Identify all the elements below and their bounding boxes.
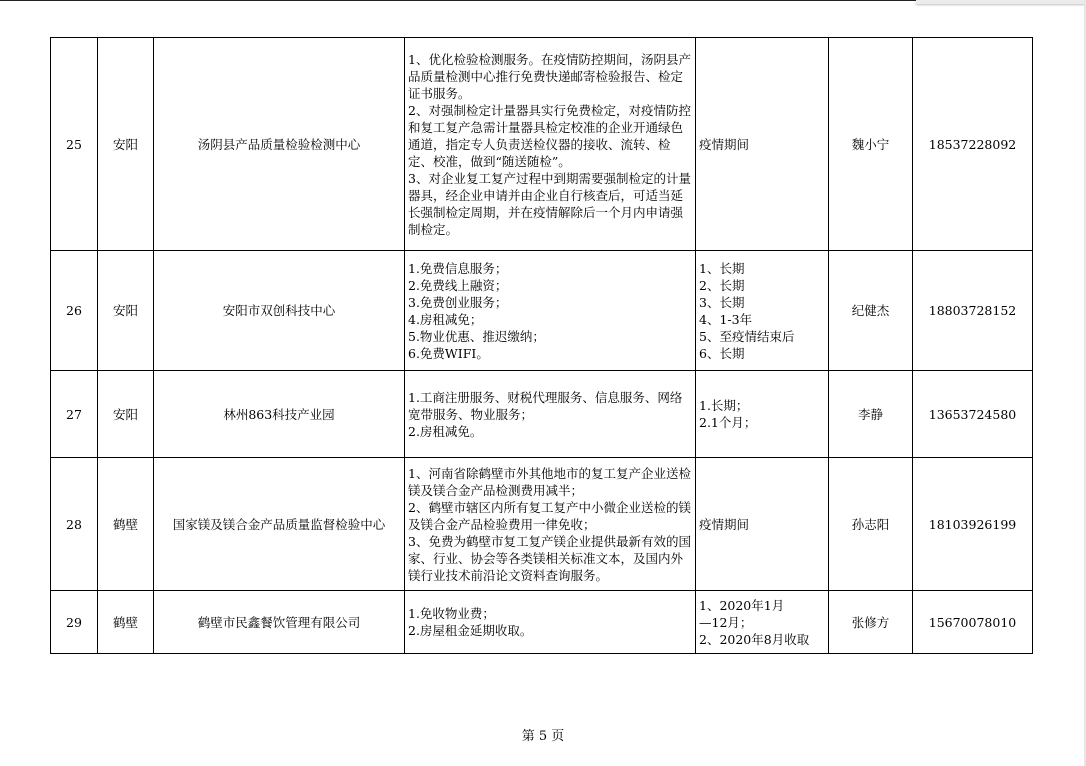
services-cell: 1.免费信息服务； 2.免费线上融资； 3.免费创业服务； 4.房租减免； 5.物业优惠、推迟缴纳； 6.免费WIFI。 bbox=[405, 251, 696, 371]
table-row bbox=[51, 38, 1033, 251]
organization-cell: 林州863科技产业园 bbox=[154, 371, 405, 458]
period-cell: 疫情期间 bbox=[696, 38, 829, 251]
service-table bbox=[50, 37, 1033, 654]
city-cell: 安阳 bbox=[98, 251, 154, 371]
city-cell: 安阳 bbox=[98, 371, 154, 458]
phone-cell: 18537228092 bbox=[913, 38, 1033, 251]
organization-cell: 汤阴县产品质量检验检测中心 bbox=[154, 38, 405, 251]
row-number-cell: 27 bbox=[51, 371, 98, 458]
row-number-cell: 28 bbox=[51, 458, 98, 591]
page-corner-shadow bbox=[916, 0, 1086, 4]
period-cell: 1、2020年1月 —12月； 2、2020年8月收取 bbox=[696, 591, 829, 654]
table-row bbox=[51, 251, 1033, 371]
services-cell: 1、河南省除鹤壁市外其他地市的复工复产企业送检镁及镁合金产品检测费用减半； 2、鹤壁市辖区内所有复工复产中小微企业送检的镁及镁合金产品检验费用一律免收； 3、免费为鹤壁市复工复产镁企业提供最新有效的国家、行业、协会等各类镁相关标准文本，及国内外镁行业技术前沿论文资料查询服务。 bbox=[405, 458, 696, 591]
services-cell: 1.免收物业费； 2.房屋租金延期收取。 bbox=[405, 591, 696, 654]
phone-cell: 15670078010 bbox=[913, 591, 1033, 654]
row-number-cell: 25 bbox=[51, 38, 98, 251]
row-number-cell: 29 bbox=[51, 591, 98, 654]
contact-cell: 魏小宁 bbox=[829, 38, 913, 251]
page-number: 第 5 页 bbox=[521, 729, 565, 744]
organization-cell: 鹤壁市民鑫餐饮管理有限公司 bbox=[154, 591, 405, 654]
contact-cell: 孙志阳 bbox=[829, 458, 913, 591]
period-cell: 1、长期 2、长期 3、长期 4、1-3年 5、至疫情结束后 6、长期 bbox=[696, 251, 829, 371]
contact-cell: 张修方 bbox=[829, 591, 913, 654]
phone-cell: 18803728152 bbox=[913, 251, 1033, 371]
services-cell: 1、优化检验检测服务。在疫情防控期间，汤阴县产品质量检测中心推行免费快递邮寄检验报告、检定证书服务。 2、对强制检定计量器具实行免费检定，对疫情防控和复工复产急需计量器具检定校准的企业开通绿色通道，指定专人负责送检仪器的接收、流转、检定、校准，做到“随送随检”。 3、对企业复工复产过程中到期需要强制检定的计量器具，经企业申请并由企业自行核查后，可适当延长强制检定周期，并在疫情解除后一个月内申请强制检定。 bbox=[405, 38, 696, 251]
city-cell: 鹤壁 bbox=[98, 591, 154, 654]
contact-cell: 李静 bbox=[829, 371, 913, 458]
city-cell: 鹤壁 bbox=[98, 458, 154, 591]
period-cell: 疫情期间 bbox=[696, 458, 829, 591]
period-cell: 1.长期； 2.1个月； bbox=[696, 371, 829, 458]
city-cell: 安阳 bbox=[98, 38, 154, 251]
phone-cell: 13653724580 bbox=[913, 371, 1033, 458]
phone-cell: 18103926199 bbox=[913, 458, 1033, 591]
contact-cell: 纪健杰 bbox=[829, 251, 913, 371]
table-row bbox=[51, 458, 1033, 591]
table-row bbox=[51, 371, 1033, 458]
organization-cell: 国家镁及镁合金产品质量监督检验中心 bbox=[154, 458, 405, 591]
services-cell: 1.工商注册服务、财税代理服务、信息服务、网络宽带服务、物业服务； 2.房租减免。 bbox=[405, 371, 696, 458]
row-number-cell: 26 bbox=[51, 251, 98, 371]
table-row bbox=[51, 591, 1033, 654]
organization-cell: 安阳市双创科技中心 bbox=[154, 251, 405, 371]
